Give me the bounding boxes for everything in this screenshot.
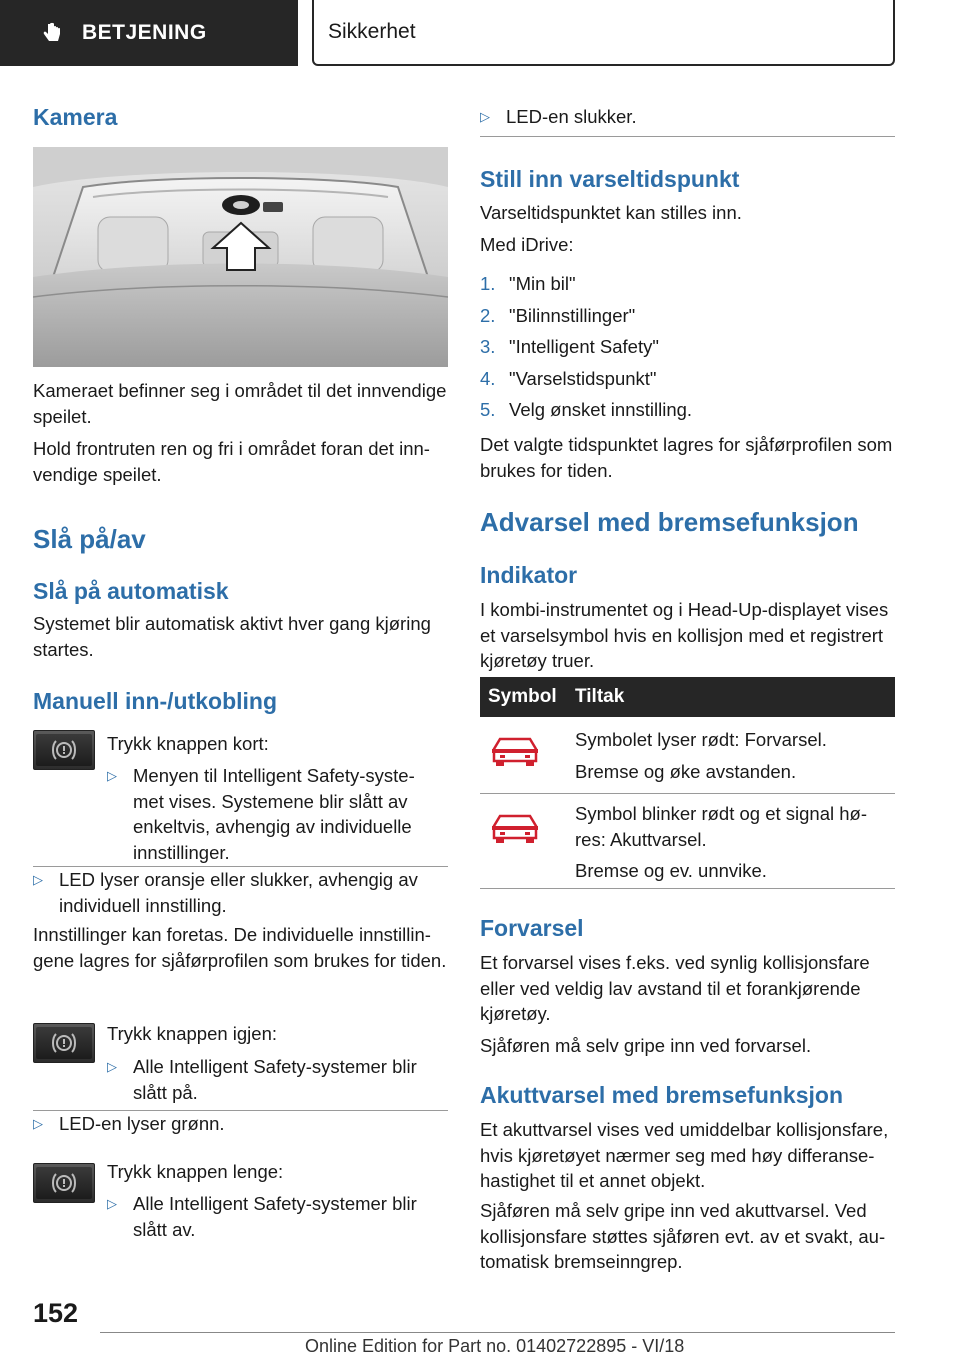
akuttvarsel-heading: Akuttvarsel med bremsefunksjon (480, 1082, 844, 1108)
hand-pointer-icon (40, 21, 64, 45)
kamera-heading: Kamera (33, 104, 118, 130)
still-inn-heading: Still inn varseltidspunkt (480, 166, 740, 192)
triangle-bullet-icon: ▷ (107, 1059, 117, 1074)
col-tiltak: Tiltak (575, 686, 625, 707)
auto-paragraph: Systemet blir automatisk aktivt hver gang kjøring startes. (33, 613, 431, 660)
still-paragraph-1: Varseltidspunktet kan stilles inn. (480, 202, 742, 223)
advarsel-heading: Advarsel med bremsefunksjon (480, 507, 859, 537)
chapter-title: Sikkerhet (312, 0, 895, 66)
safety-icon (51, 1030, 77, 1056)
sla-pa-automatisk-heading: Slå på automatisk (33, 578, 229, 604)
press-short-text: Trykk knappen kort: (107, 733, 269, 754)
akutt-paragraph-2: Sjåføren må selv gripe inn ved akuttvarsel. Ved kollisjonsfare støttes sjåføren evt. av et svakt, automatisk bremseinngrep. (480, 1200, 886, 1272)
list-item: 1. "Min bil" (480, 273, 576, 294)
camera-photo (33, 147, 448, 367)
table-row2-text-b: Bremse og ev. unnvike. (575, 860, 767, 881)
table-row1-text-b: Bremse og øke avstanden. (575, 761, 797, 782)
section-tab (0, 0, 298, 66)
collision-warning-car-icon (490, 735, 540, 771)
kamera-paragraph-2: Hold frontruten ren og fri i området foran det innvendige speilet. (33, 438, 430, 485)
section-label: BETJENING (82, 21, 207, 44)
bullet-item: ▷ Alle Intelligent Safety-systemer blir slått på. (107, 1054, 437, 1105)
safety-icon (51, 737, 77, 763)
col-symbol: Symbol (488, 686, 557, 707)
kamera-paragraph-1: Kameraet befinner seg i området til det innvendige speilet. (33, 380, 447, 427)
manuell-heading: Manuell inn-/utkobling (33, 688, 278, 714)
forvarsel-paragraph-2: Sjåføren må selv gripe inn ved forvarsel. (480, 1035, 812, 1056)
safety-button-image (33, 730, 95, 770)
settings-paragraph: Innstillinger kan foretas. De individuelle innstillingene lagres for sjåførprofilen som brukes for tiden. (33, 924, 447, 971)
safety-button-image (33, 1163, 95, 1203)
forvarsel-paragraph-1: Et forvarsel vises f.eks. ved synlig kollisjonsfare eller ved veldig lav avstand til et forankjørende kjøretøy. (480, 952, 870, 1024)
bullet-item: ▷ LED-en slukker. (480, 104, 895, 130)
idrive-steps-list (480, 271, 895, 423)
table-row1-text-a: Symbolet lyser rødt: Forvarsel. (575, 729, 827, 750)
bullet-item: ▷ LED lyser oransje eller slukker, avhengig av individuell innstilling. (33, 867, 433, 918)
triangle-bullet-icon: ▷ (480, 109, 490, 124)
page-number: 152 (33, 1298, 79, 1328)
triangle-bullet-icon: ▷ (107, 768, 117, 783)
divider (480, 888, 895, 889)
bullet-item: ▷ LED-en lyser grønn. (33, 1111, 433, 1137)
safety-button-image (33, 1023, 95, 1063)
footer-divider (100, 1332, 895, 1333)
divider (480, 136, 895, 137)
list-item: 5. Velg ønsket innstilling. (480, 399, 693, 420)
press-long-text: Trykk knappen lenge: (107, 1161, 284, 1182)
indikator-paragraph: I kombi-instrumentet og i Head-Up-displayet vises et varselsymbol hvis en kollisjon med et registrert kjøretøy truer. (480, 599, 889, 671)
collision-warning-car-icon (490, 812, 540, 848)
still-paragraph-2: Med iDrive: (480, 234, 574, 255)
table-row2-text-a: Symbol blinker rødt og et signal høres: Akuttvarsel. (575, 803, 868, 850)
akutt-paragraph-1: Et akuttvarsel vises ved umiddelbar kollisjonsfare, hvis kjøretøyet nærmer seg med høy differansehastighet til et annet objekt. (480, 1119, 889, 1191)
triangle-bullet-icon: ▷ (107, 1196, 117, 1211)
sla-pa-av-heading: Slå på/av (33, 524, 146, 554)
divider (480, 793, 895, 794)
triangle-bullet-icon: ▷ (33, 872, 43, 887)
symbol-table-header (480, 677, 895, 717)
triangle-bullet-icon: ▷ (33, 1116, 43, 1131)
edition-note: Online Edition for Part no. 01402722895 - VI/18 (305, 1336, 685, 1356)
list-item: 4. "Varselstidspunkt" (480, 367, 657, 389)
list-item: 3. "Intelligent Safety" (480, 336, 659, 357)
forvarsel-heading: Forvarsel (480, 915, 584, 941)
saved-paragraph: Det valgte tidspunktet lagres for sjåførprofilen som brukes for tiden. (480, 434, 893, 481)
indikator-heading: Indikator (480, 562, 578, 588)
page-header (0, 0, 960, 66)
bullet-item: ▷ Menyen til Intelligent Safety-systemet vises. Systemene blir slått av enkeltvis, avhengig av individuelle innstillinger. (107, 763, 437, 865)
safety-icon (51, 1170, 77, 1196)
press-again-text: Trykk knappen igjen: (107, 1023, 278, 1044)
bullet-item: ▷ Alle Intelligent Safety-systemer blir slått av. (107, 1191, 437, 1242)
list-item: 2. "Bilinnstillinger" (480, 304, 636, 326)
